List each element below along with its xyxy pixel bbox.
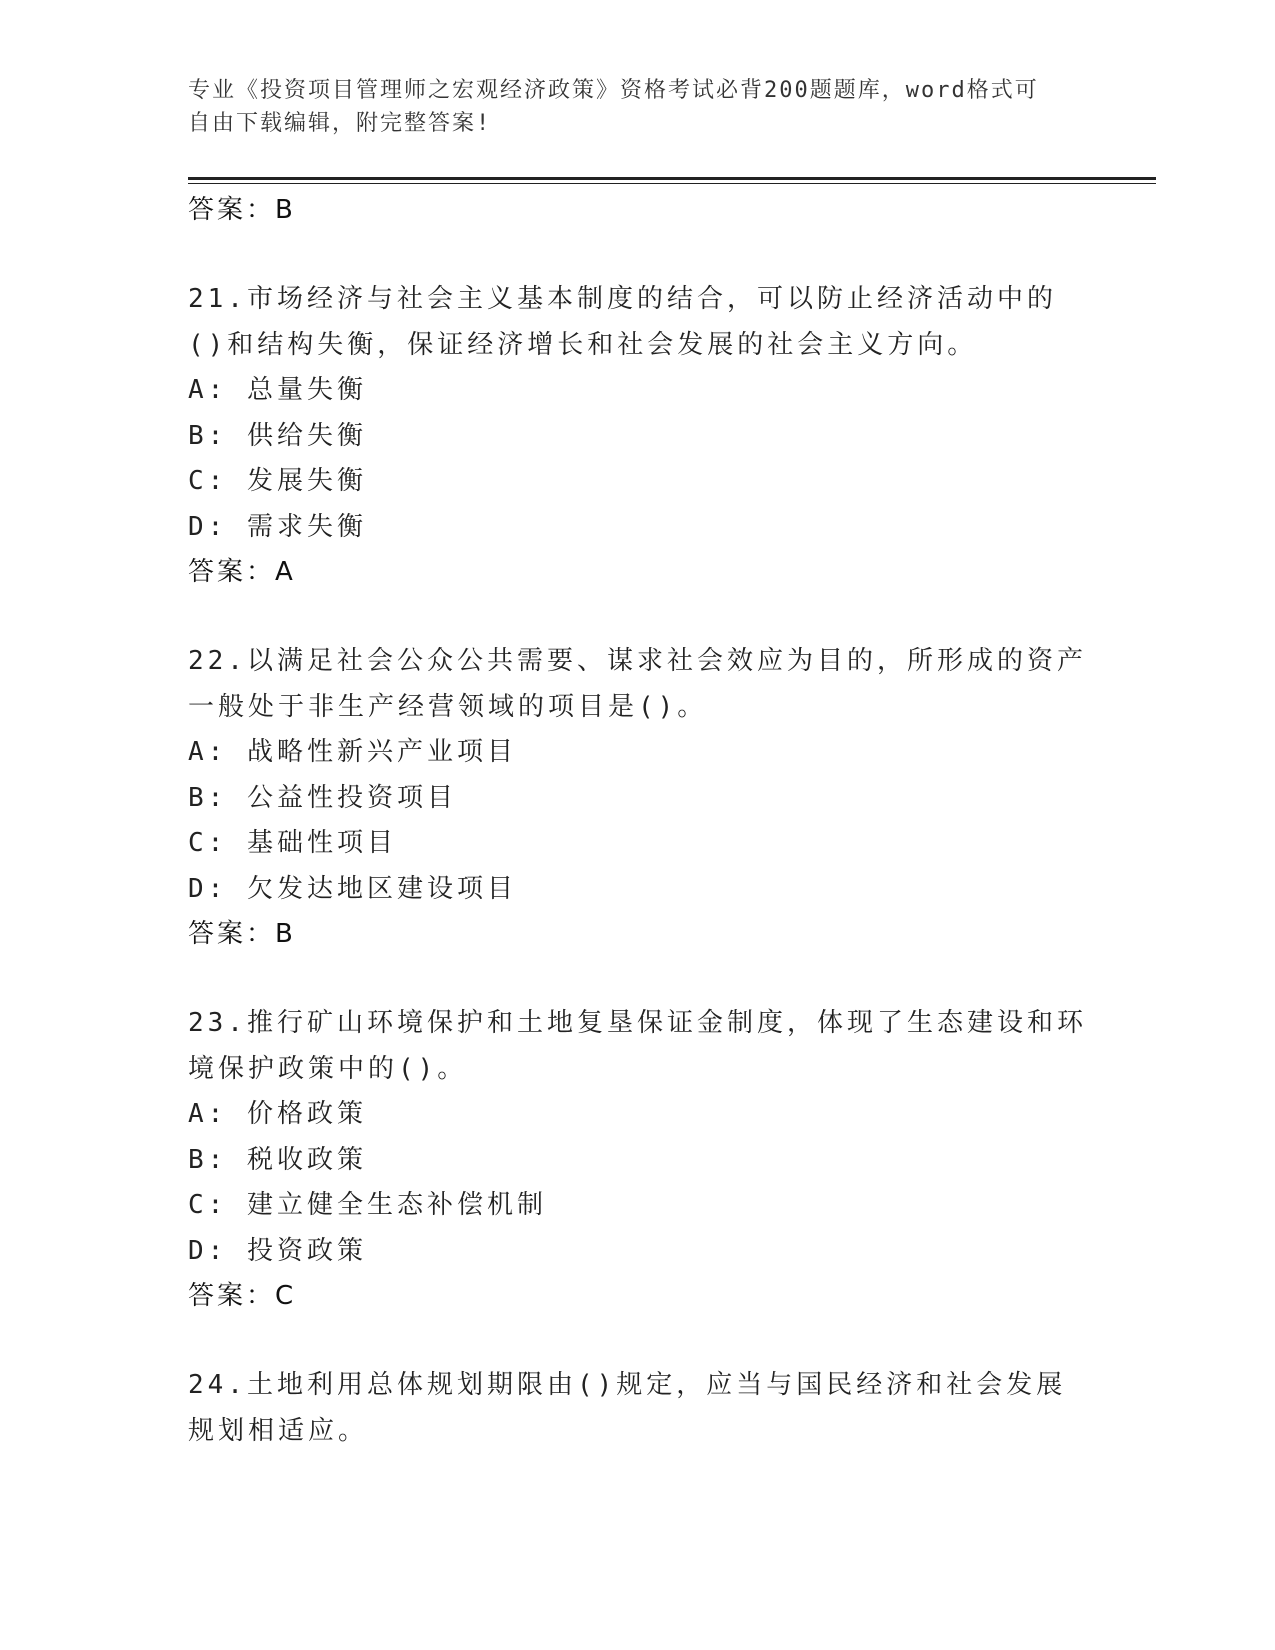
option-c: C: 建立健全生态补偿机制 <box>188 1190 547 1220</box>
option-c: C: 发展失衡 <box>188 466 367 496</box>
document-header <box>188 74 1068 140</box>
question-22 <box>188 638 1088 956</box>
answer: 答案：B <box>188 919 296 949</box>
option-a: A: 战略性新兴产业项目 <box>188 737 517 767</box>
answer: 答案：A <box>188 557 296 587</box>
question-21 <box>188 276 1088 594</box>
question-24 <box>188 1362 1088 1454</box>
header-line-2: 自由下载编辑，附完整答案! <box>188 111 492 136</box>
option-d: D: 欠发达地区建设项目 <box>188 873 517 904</box>
option-d: D: 需求失衡 <box>188 511 367 542</box>
option-b: B: 税收政策 <box>188 1144 367 1175</box>
header-rule-thick <box>188 177 1156 180</box>
question-stem: 21.市场经济与社会主义基本制度的结合，可以防止经济活动中的()和结构失衡，保证经济增长和社会发展的社会主义方向。 <box>188 284 1057 360</box>
question-23 <box>188 1000 1088 1318</box>
option-b: B: 供给失衡 <box>188 420 367 451</box>
answer: 答案：C <box>188 1281 297 1311</box>
option-d: D: 投资政策 <box>188 1235 367 1266</box>
option-a: A: 总量失衡 <box>188 375 367 405</box>
header-line-1: 专业《投资项目管理师之宏观经济政策》资格考试必背200题题库，word格式可 <box>188 78 1039 103</box>
option-c: C: 基础性项目 <box>188 828 397 858</box>
question-stem: 23.推行矿山环境保护和土地复垦保证金制度，体现了生态建设和环境保护政策中的()。 <box>188 1008 1087 1084</box>
question-stem: 24.土地利用总体规划期限由()规定，应当与国民经济和社会发展规划相适应。 <box>188 1370 1067 1446</box>
header-rule-thin <box>188 183 1156 184</box>
option-b: B: 公益性投资项目 <box>188 782 457 813</box>
option-a: A: 价格政策 <box>188 1099 367 1129</box>
question-list <box>188 188 1088 1454</box>
previous-answer: 答案：B <box>188 195 296 225</box>
question-stem: 22.以满足社会公众公共需要、谋求社会效应为目的，所形成的资产一般处于非生产经营领域的项目是()。 <box>188 646 1087 722</box>
